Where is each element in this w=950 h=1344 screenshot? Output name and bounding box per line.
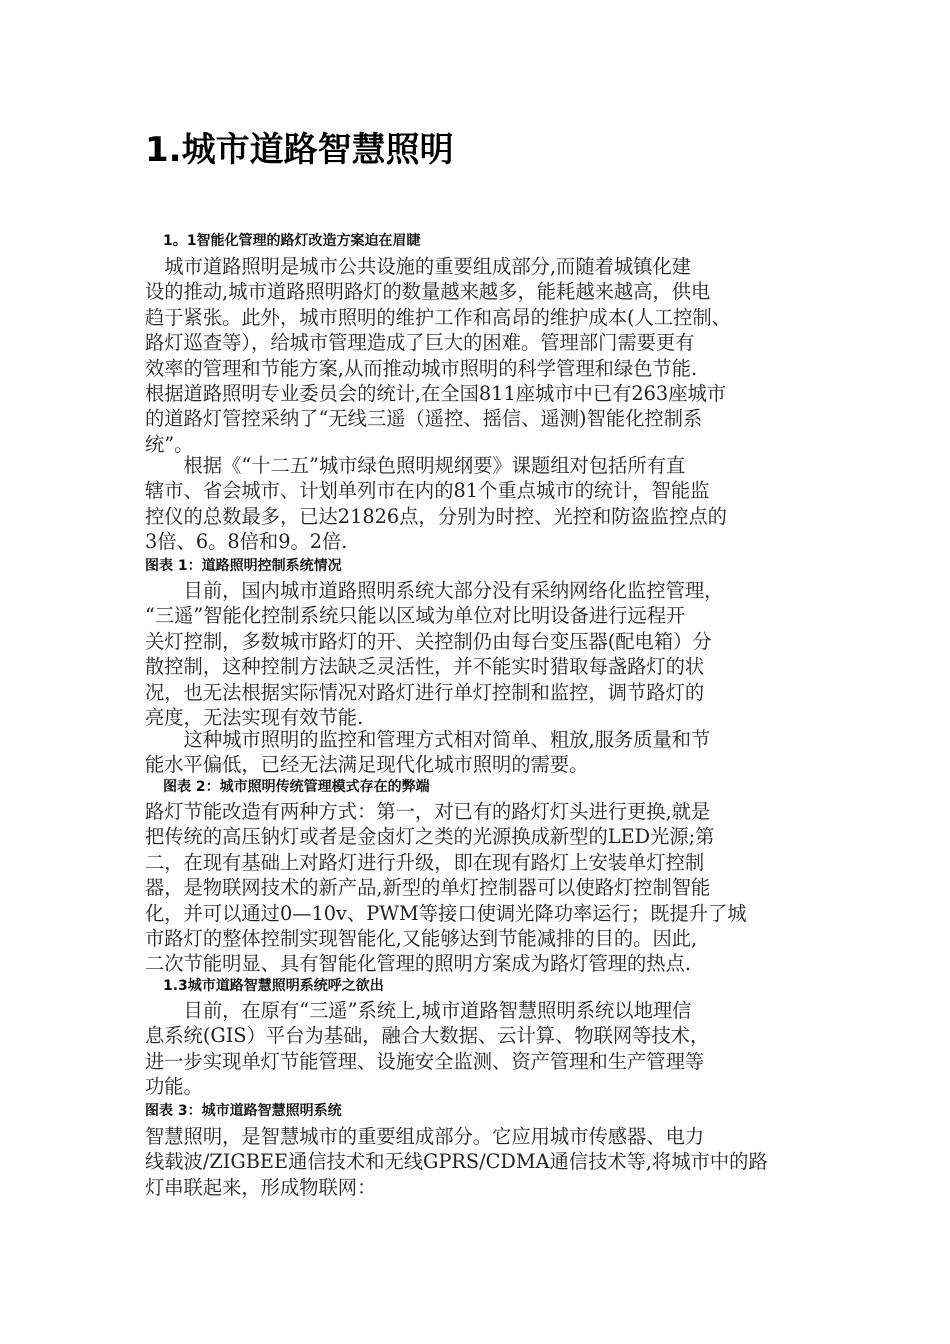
figure-caption-3: 图表 3：城市道路智慧照明系统 — [145, 1103, 342, 1119]
text-line: 趋于紧张。此外，城市照明的维护工作和高昂的维护成本(人工控制、 — [145, 305, 731, 329]
text-line: 统”。 — [145, 432, 194, 456]
text-line: 化，并可以通过0—10v、PWM等接口使调光降功率运行；既提升了城 — [145, 901, 747, 925]
text-line: 线载波/ZIGBEE通信技术和无线GPRS/CDMA通信技术等,将城市中的路 — [145, 1150, 768, 1174]
text-line: 况，也无法根据实际情况对路灯进行单灯控制和监控，调节路灯的 — [145, 680, 705, 704]
text-line: 设的推动,城市道路照明路灯的数量越来越多，能耗越来越高，供电 — [145, 280, 711, 304]
text-line: 城市道路照明是城市公共设施的重要组成部分,而随着城镇化建 — [145, 255, 692, 278]
text-line: 根据道路照明专业委员会的统计,在全国811座城市中已有263座城市 — [145, 382, 727, 406]
text-line: 辖市、省会城市、计划单列市在内的81个重点城市的统计，智能监 — [145, 479, 710, 503]
text-line: 路灯节能改造有两种方式：第一，对已有的路灯灯头进行更换,就是 — [145, 800, 711, 823]
text-line: 效率的管理和节能方案,从而推动城市照明的科学管理和绿色节能. — [145, 356, 698, 380]
text-line: 二，在现有基础上对路灯进行升级，即在现有路灯上安装单灯控制 — [145, 850, 705, 874]
text-line: 根据《“十二五”城市绿色照明规纲要》课题组对包括所有直 — [145, 454, 686, 477]
text-line: 关灯控制，多数城市路灯的开、关控制仍由每台变压器(配电箱）分 — [145, 629, 712, 653]
text-line: 灯串联起来，形成物联网： — [145, 1175, 377, 1199]
paragraph-1 — [145, 254, 815, 457]
paragraph-2 — [145, 453, 815, 555]
paragraph-5 — [145, 799, 815, 977]
text-line: 的道路灯管控采纳了“无线三遥（遥控、摇信、遥测)智能化控制系 — [145, 407, 703, 431]
text-line: 息系统(GIS）平台为基础，融合大数据、云计算、物联网等技术， — [145, 1024, 710, 1048]
text-line: 控仪的总数最多，已达21826点，分别为时控、光控和防盗监控点的 — [145, 504, 727, 528]
text-line: 器，是物联网技术的新产品,新型的单灯控制器可以使路灯控制智能 — [145, 876, 711, 900]
text-line: 目前，国内城市道路照明系统大部分没有采纳网络化监控管理， — [145, 579, 724, 602]
section-heading-1-3: 1.3城市道路智慧照明系统呼之欲出 — [163, 978, 384, 994]
text-line: 散控制，这种控制方法缺乏灵活性，并不能实时猎取每盏路灯的状 — [145, 655, 705, 679]
document-title: 1.城市道路智慧照明 — [145, 130, 454, 170]
figure-caption-1: 图表 1：道路照明控制系统情况 — [145, 558, 342, 574]
text-line: 亮度，无法实现有效节能. — [145, 706, 364, 730]
text-line: “三遥”智能化控制系统只能以区域为单位对比明设备进行远程开 — [145, 604, 686, 628]
text-line: 目前，在原有“三遥”系统上,城市道路智慧照明系统以地理信 — [145, 999, 692, 1022]
section-heading-1-1: 1。1智能化管理的路灯改造方案迫在眉睫 — [163, 233, 421, 249]
text-line: 二次节能明显、具有智能化管理的照明方案成为路灯管理的热点. — [145, 952, 692, 976]
figure-caption-2: 图表 2：城市照明传统管理模式存在的弊端 — [163, 779, 430, 795]
text-line: 功能。 — [145, 1075, 203, 1099]
text-line: 3倍、6。8倍和9。2倍. — [145, 530, 348, 554]
paragraph-7 — [145, 1124, 815, 1200]
text-line: 这种城市照明的监控和管理方式相对简单、粗放,服务质量和节 — [145, 728, 711, 751]
paragraph-6 — [145, 998, 815, 1100]
paragraph-4 — [145, 727, 815, 778]
paragraph-3 — [145, 578, 815, 730]
text-line: 智慧照明，是智慧城市的重要组成部分。它应用城市传感器、电力 — [145, 1125, 705, 1148]
text-line: 进一步实现单灯节能管理、设施安全监测、资产管理和生产管理等 — [145, 1049, 705, 1073]
text-line: 把传统的高压钠灯或者是金卤灯之类的光源换成新型的LED光源;第 — [145, 825, 715, 849]
text-line: 路灯巡查等），给城市管理造成了巨大的困难。管理部门需要更有 — [145, 331, 695, 355]
text-line: 市路灯的整体控制实现智能化,又能够达到节能减排的目的。因此, — [145, 927, 698, 951]
text-line: 能水平偏低，已经无法满足现代化城市照明的需要。 — [145, 753, 589, 777]
